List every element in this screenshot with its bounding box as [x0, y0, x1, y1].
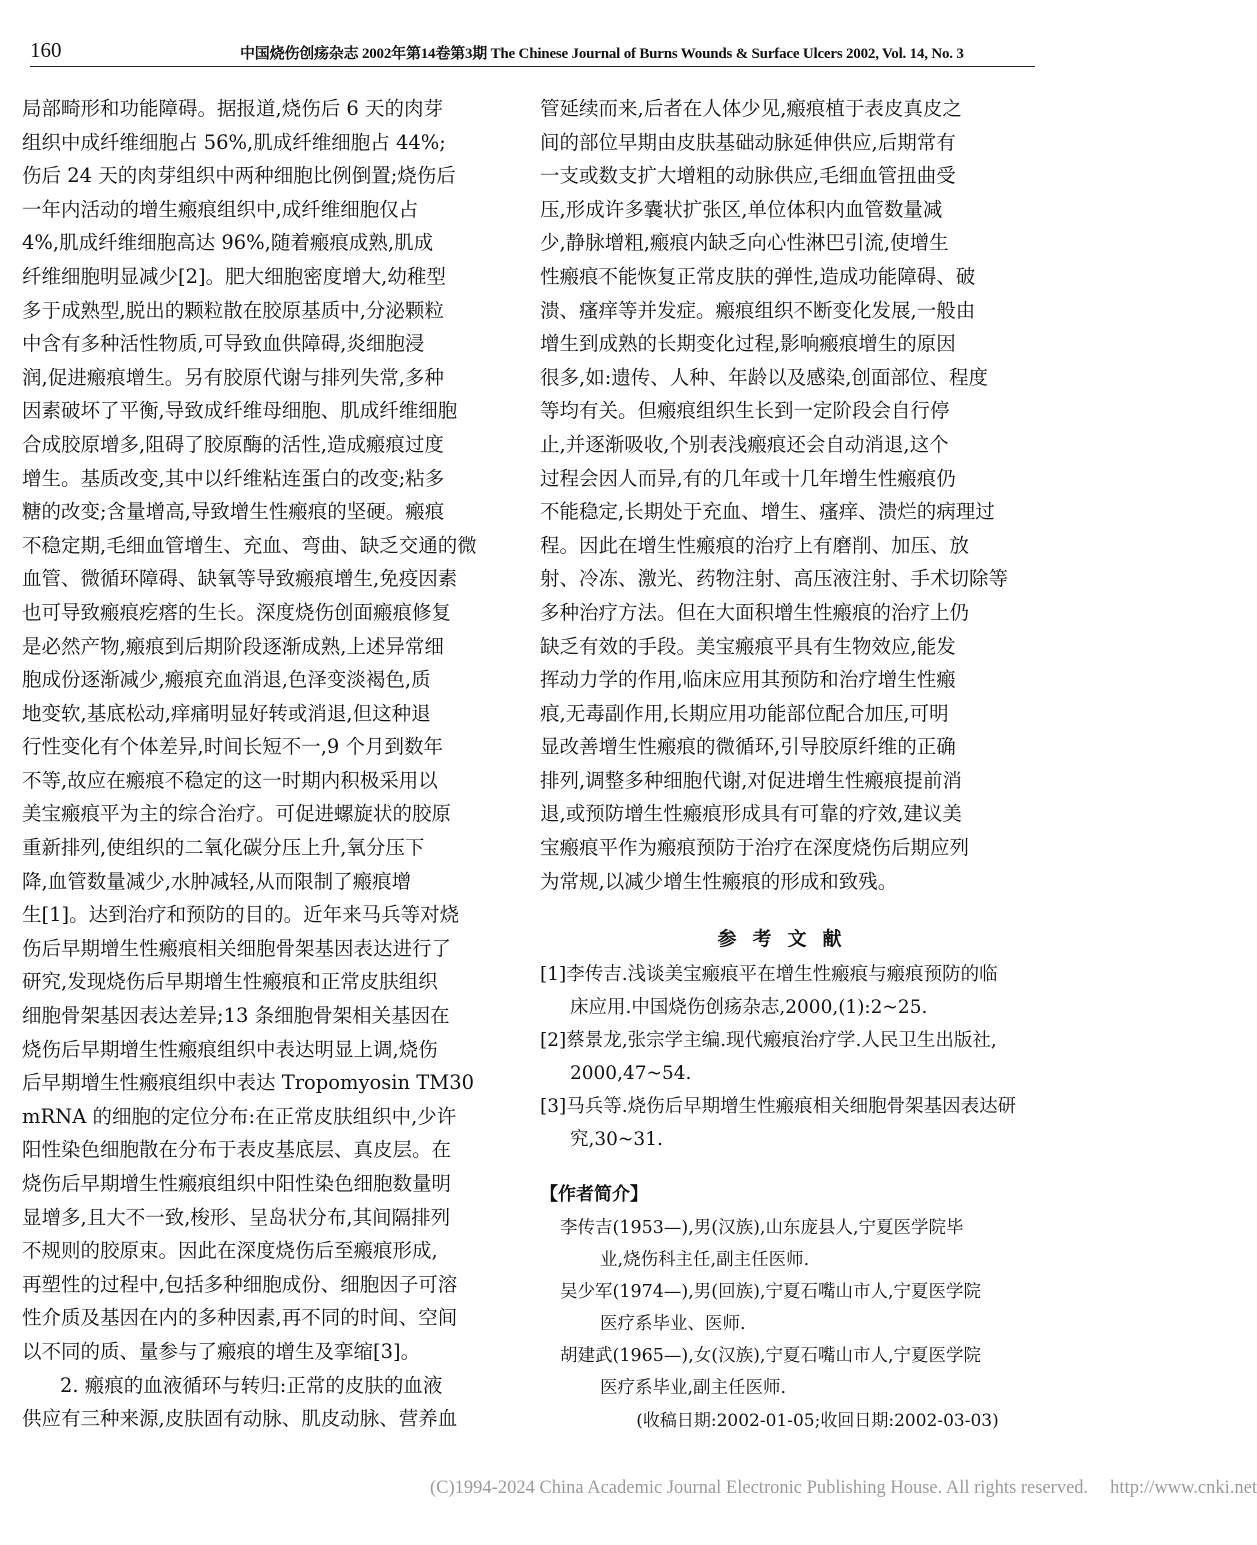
- author-bio-line: 李传吉(1953—),男(汉族),山东庞县人,宁夏医学院毕: [560, 1218, 964, 1239]
- text-line: 降,血管数量减少,水肿减轻,从而限制了瘢痕增: [22, 869, 412, 893]
- reference-line: 究,30~31.: [570, 1129, 663, 1151]
- text-line: 程。因此在增生性瘢痕的治疗上有磨削、加压、放: [540, 533, 970, 557]
- text-line: 2. 瘢痕的血液循环与转归:正常的皮肤的血液: [60, 1373, 443, 1397]
- copyright-footer: [430, 1478, 1257, 1499]
- text-line: 也可导致瘢痕疙瘩的生长。深度烧伤创面瘢痕修复: [22, 600, 452, 624]
- text-line: 重新排列,使组织的二氧化碳分压上升,氧分压下: [22, 836, 425, 860]
- author-bio-item: [540, 1340, 1035, 1404]
- text-line: 伤后早期增生性瘢痕相关细胞骨架基因表达进行了: [22, 936, 452, 960]
- text-line: 痕,无毒副作用,长期应用功能部位配合加压,可明: [540, 701, 949, 725]
- text-line: 合成胶原增多,阻碍了胶原酶的活性,造成瘢痕过度: [22, 432, 444, 456]
- text-line: 很多,如:遗传、人种、年龄以及感染,创面部位、程度: [540, 365, 988, 389]
- text-line: 一支或数支扩大增粗的动脉供应,毛细血管扭曲受: [540, 164, 956, 188]
- text-line: 地变软,基底松动,痒痛明显好转或消退,但这种退: [22, 701, 431, 725]
- text-line: 4%,肌成纤维细胞高达 96%,随着瘢痕成熟,肌成: [22, 231, 434, 255]
- reference-line: [1]李传吉.浅谈美宝瘢痕平在增生性瘢痕与瘢痕预防的临: [540, 964, 998, 986]
- text-line: 中含有多种活性物质,可导致血供障碍,炎细胞浸: [22, 332, 425, 356]
- running-title: 中国烧伤创疡杂志 2002年第14卷第3期 The Chinese Journal of Burns Wounds & Surface Ulcers 2002, Vol. 14, No. 3: [240, 46, 964, 62]
- text-line: 是必然产物,瘢痕到后期阶段逐渐成熟,上述异常细: [22, 634, 444, 658]
- text-line: 射、冷冻、激光、药物注射、高压液注射、手术切除等: [540, 567, 1009, 591]
- text-line: 再塑性的过程中,包括多种细胞成份、细胞因子可溶: [22, 1272, 458, 1296]
- text-line: 止,并逐渐吸收,个别表浅瘢痕还会自动消退,这个: [540, 432, 949, 456]
- text-line: 不等,故应在瘢痕不稳定的这一时期内积极采用以: [22, 768, 438, 792]
- references-section: [540, 920, 1035, 1156]
- text-line: 局部畸形和功能障碍。据报道,烧伤后 6 天的肉芽: [22, 97, 444, 120]
- author-bio-line: 医疗系毕业、医师.: [600, 1314, 746, 1335]
- text-line: 管延续而来,后者在人体少见,瘢痕植于表皮真皮之: [540, 97, 962, 120]
- text-line: 烧伤后早期增生性瘢痕组织中阳性染色细胞数量明: [22, 1172, 452, 1195]
- text-line: 等均有关。但瘢痕组织生长到一定阶段会自行停: [540, 399, 950, 423]
- text-line: 糖的改变;含量增高,导致增生性瘢痕的坚硬。瘢痕: [22, 500, 445, 524]
- right-column-body: [540, 92, 1035, 898]
- text-line: 少,静脉增粗,瘢痕内缺乏向心性淋巴引流,使增生: [540, 231, 949, 255]
- author-bio-title: 【作者简介】: [540, 1184, 648, 1206]
- author-bio-item: [540, 1276, 1035, 1340]
- text-line: 不能稳定,长期处于充血、增生、瘙痒、溃烂的病理过: [540, 500, 995, 524]
- text-line: 显改善增生性瘢痕的微循环,引导胶原纤维的正确: [540, 735, 956, 759]
- text-line: 组织中成纤维细胞占 56%,肌成纤维细胞占 44%;: [22, 130, 446, 154]
- text-line: 不规则的胶原束。因此在深度烧伤后至瘢痕形成,: [22, 1239, 438, 1263]
- text-line: 烧伤后早期增生性瘢痕组织中表达明显上调,烧伤: [22, 1037, 438, 1061]
- text-line: 增生到成熟的长期变化过程,影响瘢痕增生的原因: [540, 332, 956, 356]
- text-line: 阳性染色细胞散在分布于表皮基底层、真皮层。在: [22, 1138, 452, 1162]
- reference-line: 2000,47~54.: [570, 1063, 692, 1085]
- footer-url: http://www.cnki.net: [1110, 1478, 1257, 1498]
- text-line: 生[1]。达到治疗和预防的目的。近年来马兵等对烧: [22, 903, 460, 927]
- received-dates: (收稿日期:2002-01-05;收回日期:2002-03-03): [636, 1411, 999, 1432]
- reference-item: [540, 958, 1035, 1024]
- references-title: 参考文献: [717, 928, 858, 951]
- text-line: 一年内活动的增生瘢痕组织中,成纤维细胞仅占: [22, 197, 419, 221]
- author-bio-line: 吴少军(1974—),男(回族),宁夏石嘴山市人,宁夏医学院: [560, 1282, 982, 1303]
- reference-line: [3]马兵等.烧伤后早期增生性瘢痕相关细胞骨架基因表达研: [540, 1096, 1017, 1118]
- text-line: 胞成份逐渐减少,瘢痕充血消退,色泽变淡褐色,质: [22, 668, 431, 692]
- text-line: 挥动力学的作用,临床应用其预防和治疗增生性瘢: [540, 668, 956, 692]
- reference-line: 床应用.中国烧伤创疡杂志,2000,(1):2~25.: [570, 997, 928, 1019]
- text-line: 显增多,且大不一致,梭形、呈岛状分布,其间隔排列: [22, 1205, 451, 1229]
- text-line: 后早期增生性瘢痕组织中表达 Tropomyosin TM30: [22, 1071, 475, 1095]
- text-line: 行性变化有个体差异,时间长短不一,9 个月到数年: [22, 735, 444, 759]
- text-line: 不稳定期,毛细血管增生、充血、弯曲、缺乏交通的微: [22, 533, 477, 557]
- running-header: [30, 36, 1035, 66]
- text-line: 润,促进瘢痕增生。另有胶原代谢与排列失常,多种: [22, 365, 444, 389]
- author-bio-section: [540, 1178, 1035, 1438]
- text-line: 美宝瘢痕平为主的综合治疗。可促进螺旋状的胶原: [22, 802, 452, 826]
- reference-item: [540, 1090, 1035, 1156]
- text-line: 宝瘢痕平作为瘢痕预防于治疗在深度烧伤后期应列: [540, 836, 970, 860]
- text-line: 性瘢痕不能恢复正常皮肤的弹性,造成功能障碍、破: [540, 264, 976, 288]
- text-line: 压,形成许多囊状扩张区,单位体积内血管数量减: [540, 197, 943, 221]
- text-line: 性介质及基因在内的多种因素,再不同的时间、空间: [22, 1306, 458, 1330]
- text-line: 为常规,以减少增生性瘢痕的形成和致残。: [540, 869, 898, 893]
- text-line: 纤维细胞明显减少[2]。肥大细胞密度增大,幼稚型: [22, 264, 446, 288]
- text-line: 多种治疗方法。但在大面积增生性瘢痕的治疗上仍: [540, 600, 970, 624]
- author-bio-line: 业,烧伤科主任,副主任医师.: [600, 1250, 810, 1271]
- left-column: [22, 92, 512, 1436]
- text-line: 排列,调整多种细胞代谢,对促进增生性瘢痕提前消: [540, 768, 962, 792]
- text-line: 增生。基质改变,其中以纤维粘连蛋白的改变;粘多: [22, 466, 445, 490]
- text-line: 间的部位早期由皮肤基础动脉延伸供应,后期常有: [540, 130, 956, 154]
- text-line: 供应有三种来源,皮肤固有动脉、肌皮动脉、营养血: [22, 1407, 458, 1431]
- text-line: 溃、瘙痒等并发症。瘢痕组织不断变化发展,一般由: [540, 298, 976, 322]
- author-bio-line: 医疗系毕业,副主任医师.: [600, 1378, 787, 1399]
- right-column: [540, 92, 1035, 1438]
- text-line: mRNA 的细胞的定位分布:在正常皮肤组织中,少许: [22, 1104, 457, 1128]
- text-line: 伤后 24 天的肉芽组织中两种细胞比例倒置;烧伤后: [22, 164, 456, 188]
- text-line: 过程会因人而异,有的几年或十几年增生性瘢痕仍: [540, 466, 956, 490]
- reference-item: [540, 1024, 1035, 1090]
- author-bio-line: 胡建武(1965—),女(汉族),宁夏石嘴山市人,宁夏医学院: [560, 1346, 982, 1367]
- text-line: 退,或预防增生性瘢痕形成具有可靠的疗效,建议美: [540, 802, 962, 826]
- author-bio-item: [540, 1212, 1035, 1276]
- text-line: 以不同的质、量参与了瘢痕的增生及挛缩[3]。: [22, 1339, 421, 1363]
- text-line: 细胞骨架基因表达差异;13 条细胞骨架相关基因在: [22, 1004, 450, 1028]
- text-line: 缺乏有效的手段。美宝瘢痕平具有生物效应,能发: [540, 634, 956, 658]
- header-rule: [30, 66, 1035, 67]
- text-line: 研究,发现烧伤后早期增生性瘢痕和正常皮肤组织: [22, 970, 438, 994]
- page-number: 160: [30, 38, 62, 62]
- reference-line: [2]蔡景龙,张宗学主编.现代瘢痕治疗学.人民卫生出版社,: [540, 1030, 997, 1052]
- text-line: 血管、微循环障碍、缺氧等导致瘢痕增生,免疫因素: [22, 567, 458, 591]
- text-line: 多于成熟型,脱出的颗粒散在胶原基质中,分泌颗粒: [22, 298, 444, 322]
- copyright-text: (C)1994-2024 China Academic Journal Electronic Publishing House. All rights reserved.: [430, 1478, 1089, 1498]
- text-line: 因素破坏了平衡,导致成纤维母细胞、肌成纤维细胞: [22, 399, 458, 423]
